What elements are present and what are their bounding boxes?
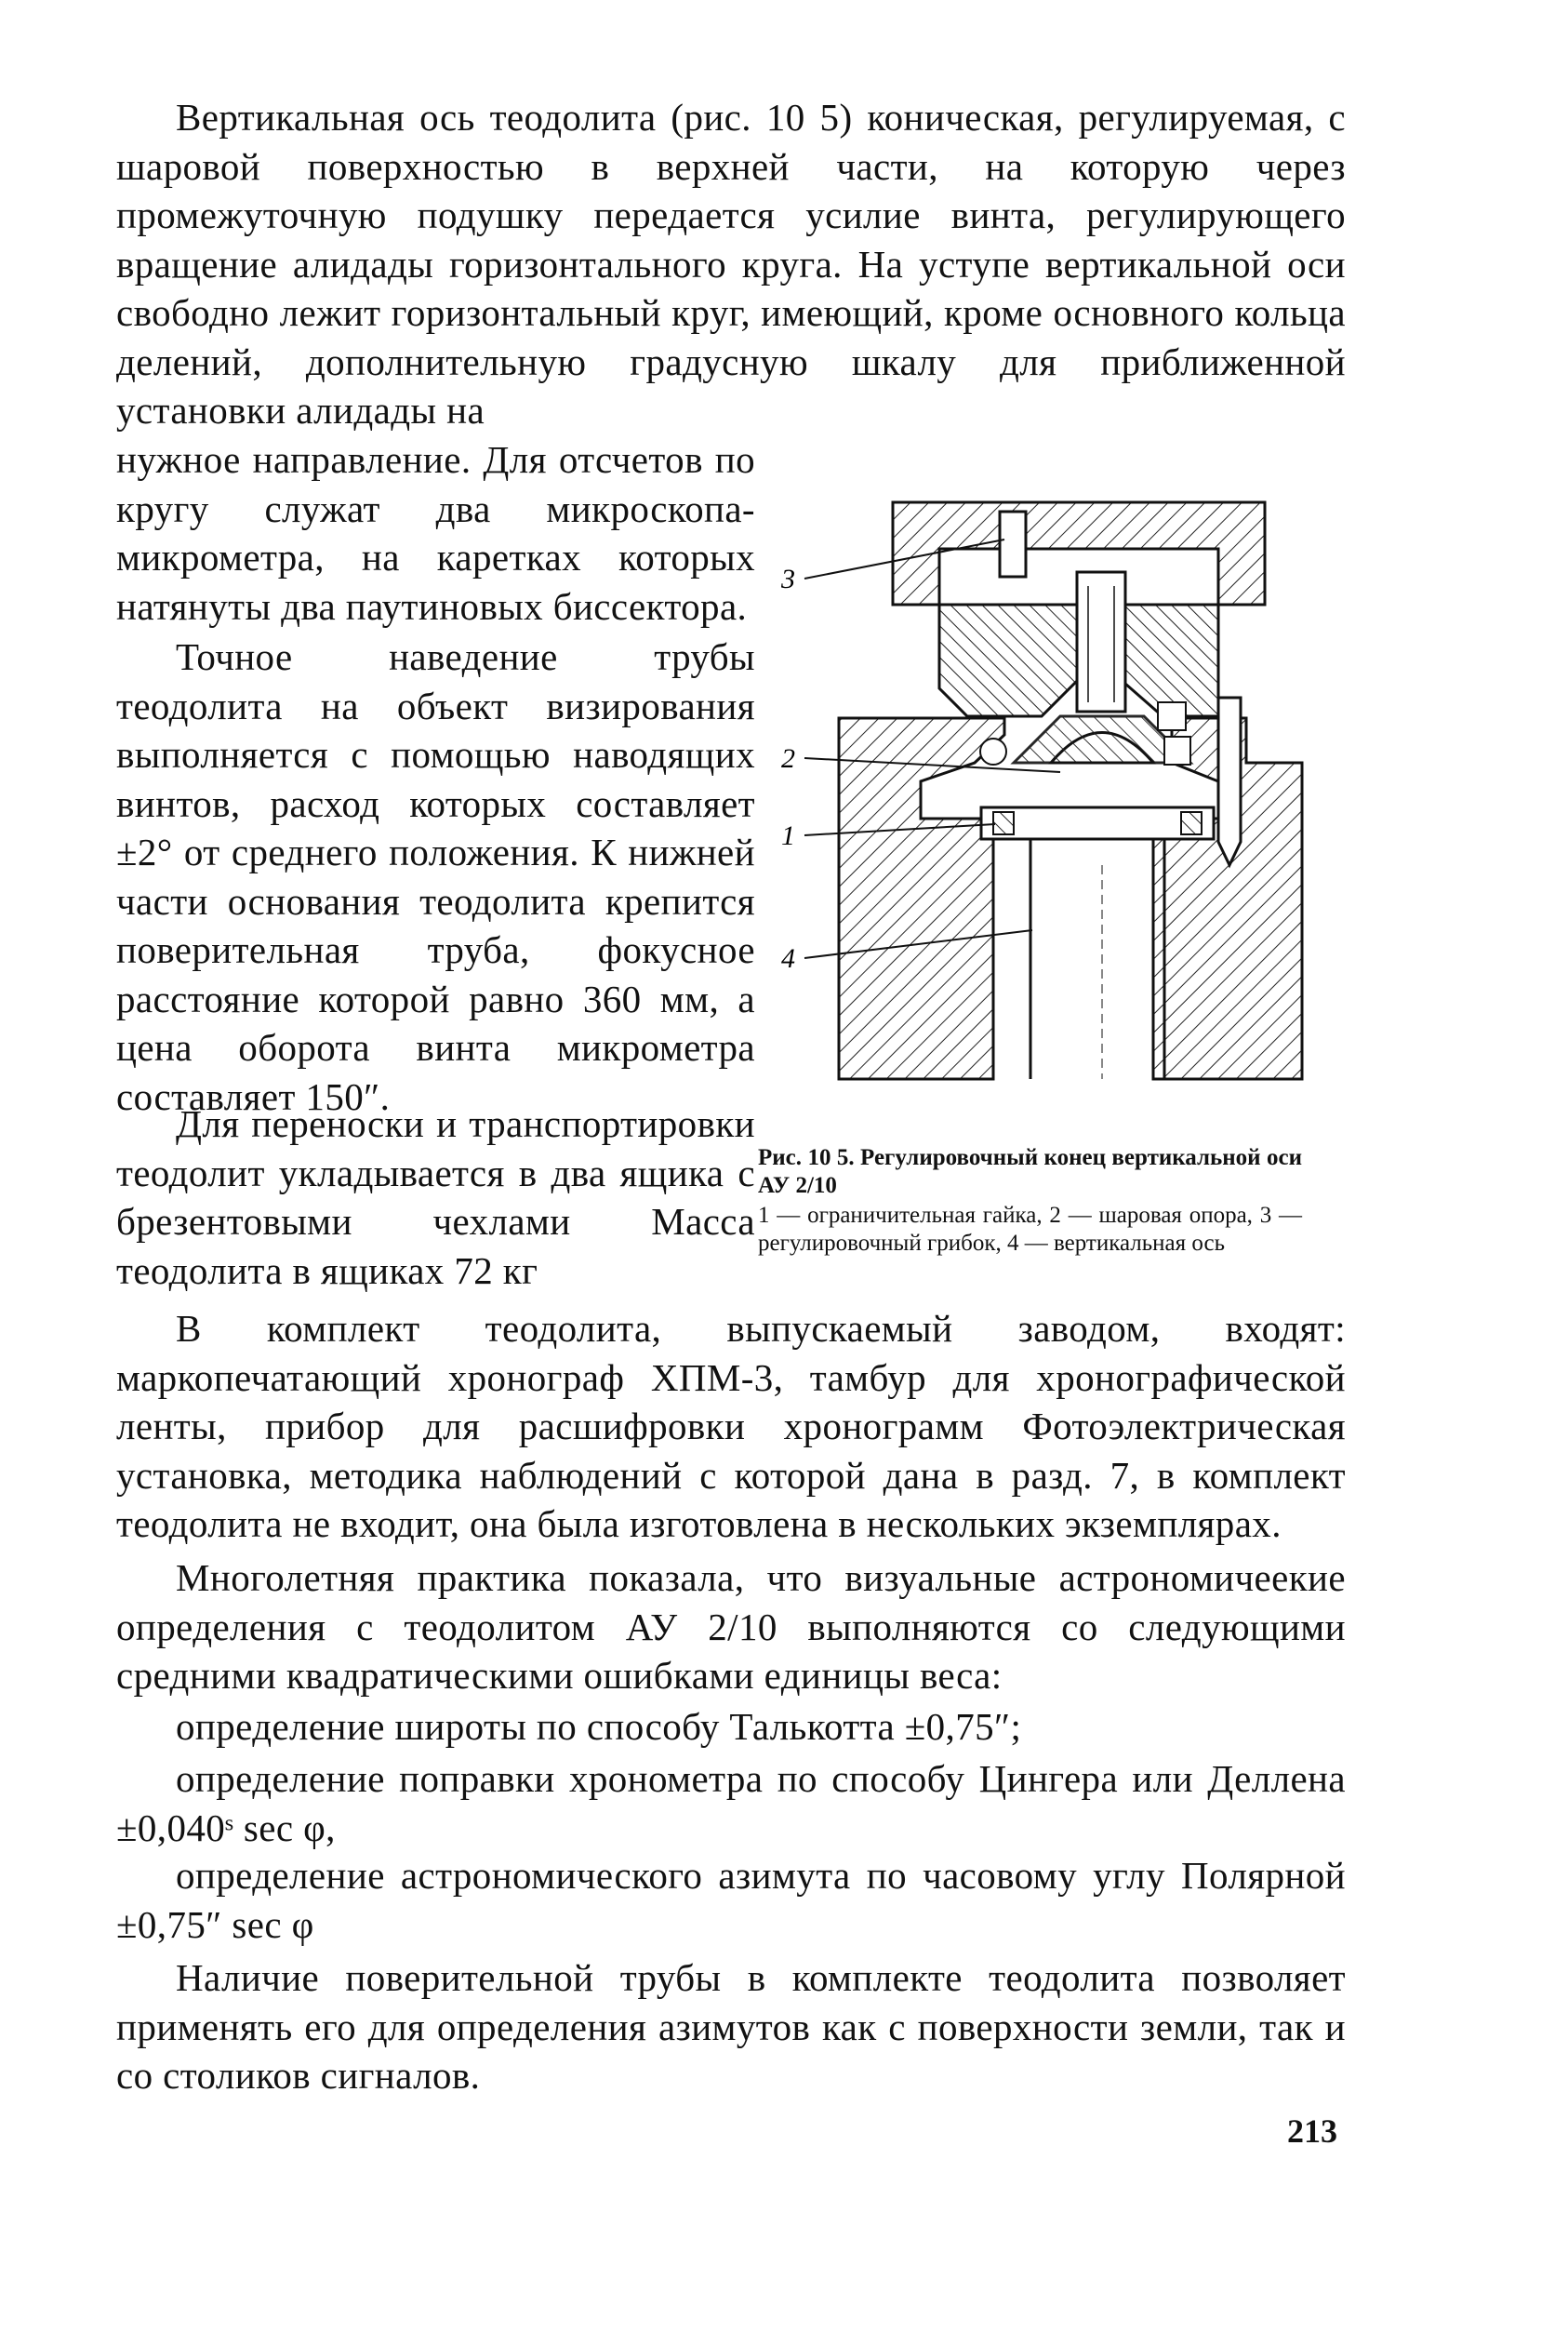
limiting-nut bbox=[981, 807, 1214, 839]
paragraph-kit: В комплект теодолита, выпускаемый заводом, входят: маркопечатающий хронограф ХПМ-3, тамбур для хронографической ленты, прибор для расшифровки хронограмм Фотоэлектрическая установка, методика наблюдений с которой дана в разд. 7, в комплект теодолита не входит, она была изготовлена в нескольких экземплярах. bbox=[116, 1307, 1346, 1545]
paragraph-practice: Многолетняя практика показала, что визуальные астрономичеекие определения с теодолитом АУ 2/10 выполняются со следующими средними квадратическими ошибками единицы веса: bbox=[116, 1556, 1346, 1697]
figure-caption bbox=[758, 1144, 1302, 1258]
figure-adjusting-end bbox=[781, 484, 1395, 1088]
caption-title: Рис. 10 5. Регулировочный конец вертикальной оси АУ 2/10 bbox=[758, 1145, 1302, 1198]
paragraph-transport: Для переноски и транспортировки теодолит укладывается в два ящика с брезентовыми чехлами Масса теодолита в ящиках 72 кг bbox=[116, 1102, 755, 1292]
figure-label-2: 2 bbox=[781, 743, 795, 774]
adjusting-screw bbox=[1077, 572, 1125, 712]
inner-block bbox=[939, 605, 1079, 716]
paragraph-latitude: определение широты по способу Талькотта ±0,75″; bbox=[176, 1705, 1022, 1748]
figure-label-4: 4 bbox=[781, 943, 795, 974]
side-bolt bbox=[1218, 698, 1241, 865]
paragraph-chronometer: определение поправки хронометра по способу Цингера или Деллена ±0,040ˢ sec φ, bbox=[116, 1757, 1346, 1849]
paragraph-azimuth: определение астрономического азимута по часовому углу Полярной ±0,75″ sec φ bbox=[116, 1854, 1346, 1946]
housing-left bbox=[839, 718, 1004, 1079]
technical-drawing bbox=[781, 484, 1395, 1088]
inner-block-right bbox=[1125, 605, 1218, 716]
figure-label-1: 1 bbox=[781, 820, 795, 851]
cap-screw bbox=[1000, 512, 1026, 577]
paragraph-pointing: Точное наведение трубы теодолита на объект визирования выполняется с помощью наводящих винтов, расход которых составляет ±2° от среднего положения. К нижней части основания теодолита крепится поверительная труба, фокусное расстояние которой равно 360 мм, а цена оборота винта микрометра составляет 150″. bbox=[116, 635, 755, 1118]
figure-label-3: 3 bbox=[781, 564, 795, 594]
paragraph-vertical-axis: Вертикальная ось теодолита (рис. 10 5) коническая, регулируемая, с шаровой поверхностью в верхней части, на которую через промежуточную подушку передается усилие винта, регулирующего вращение алидады горизонтального круга. На уступе вертикальной оси свободно лежит горизонтальный круг, имеющий, кроме основного кольца делений, дополнительную градусную шкалу для приближенной установки алидады на bbox=[116, 96, 1346, 432]
vertical-axis bbox=[1030, 839, 1164, 1079]
page-number: 213 bbox=[1287, 2112, 1337, 2150]
caption-legend: 1 — ограничительная гайка, 2 — шаровая опора, 3 — регулировочный грибок, 4 — вертикальная ось bbox=[758, 1203, 1302, 1256]
paragraph-verification-tube: Наличие поверительной трубы в комплекте теодолита позволяет применять его для определения азимутов как с поверхности земли, так и со столиков сигналов. bbox=[116, 1956, 1346, 2097]
paragraph-vertical-axis-continued: нужное направление. Для отсчетов по кругу служат два микроскопа-микрометра, на каретках которых натянуты два паутиновых биссектора. bbox=[116, 438, 755, 628]
